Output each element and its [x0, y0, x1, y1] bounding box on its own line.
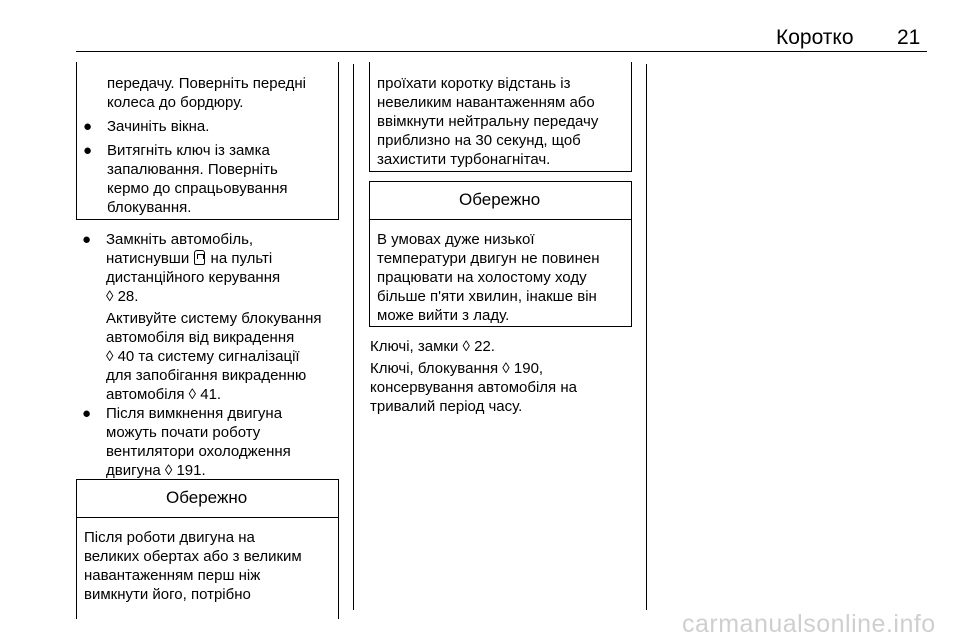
fans-text-line: Після вимкнення двигуна	[106, 405, 283, 422]
box-text-line: захистити турбонагнітач.	[377, 151, 551, 168]
caution-text-line: великих обертах або з великим	[84, 548, 302, 565]
caution-text-line: вимкнути його, потрібно	[84, 586, 251, 603]
activate-text-line: автомобіля ◊ 41.	[106, 386, 222, 403]
activate-text-line: Активуйте систему блокування	[106, 310, 322, 327]
caution-text-line: навантаженням перш ніж	[84, 567, 261, 584]
caution-title: Обережно	[459, 190, 541, 209]
box-text-line: приблизно на 30 секунд, щоб	[377, 132, 581, 149]
box-bullet-text: Зачиніть вікна.	[107, 118, 210, 135]
box-bullet-text: кермо до спрацьовування	[107, 180, 288, 197]
box-text-line: невеликим навантаженням або	[377, 94, 595, 111]
continued-caution-box	[369, 62, 632, 172]
activate-text-line: ◊ 40 та систему сигналізації	[106, 348, 300, 365]
lock-text-line: Замкніть автомобіль,	[106, 231, 254, 248]
reference-line: Ключі, блокування ◊ 190,	[370, 360, 544, 377]
lock-text-line: ◊ 28.	[106, 288, 139, 305]
lock-text-pre: натиснувши	[106, 250, 194, 267]
caution-box	[369, 181, 632, 327]
reference-line: Ключі, замки ◊ 22.	[370, 338, 495, 355]
continued-caution-box	[76, 62, 339, 220]
page-number: 21	[897, 26, 921, 49]
watermark-text: carmanualsonline.info	[682, 610, 936, 638]
box-bullet-text: запалювання. Поверніть	[107, 161, 278, 178]
caution-title: Обережно	[166, 488, 248, 507]
lock-text-line	[106, 249, 272, 268]
box-bullet-text: блокування.	[107, 199, 192, 216]
activate-text-line: автомобіля від викрадення	[106, 329, 295, 346]
caution-text-line: працювати на холостому ходу	[377, 269, 587, 286]
caution-text-line: може вийти з ладу.	[377, 307, 510, 324]
caution-text-line: більше п'яти хвилин, інакше він	[377, 288, 597, 305]
column-divider-right	[646, 64, 647, 610]
reference-line: консервування автомобіля на	[370, 379, 577, 396]
bullet-icon: ●	[82, 231, 92, 248]
caution-separator	[77, 517, 338, 518]
reference-line: тривалий період часу.	[370, 398, 523, 415]
caution-separator	[370, 219, 631, 220]
caution-text-line: Після роботи двигуна на	[84, 529, 255, 546]
box-bullet-text: Витягніть ключ із замка	[107, 142, 270, 159]
remote-lock-button-icon	[194, 250, 205, 265]
fans-text-line: вентилятори охолодження	[106, 443, 291, 460]
activate-text-line: для запобігання викраденню	[106, 367, 307, 384]
bullet-icon: ●	[83, 118, 93, 135]
page-section-title: Коротко	[776, 26, 854, 49]
fans-text-line: двигуна ◊ 191.	[106, 462, 206, 479]
caution-text-line: В умовах дуже низької	[377, 231, 535, 248]
box-text-line: проїхати коротку відстань із	[377, 75, 571, 92]
lock-text-line: дистанційного керування	[106, 269, 281, 286]
bullet-icon: ●	[83, 142, 93, 159]
column-divider-left	[353, 64, 354, 610]
fans-text-line: можуть почати роботу	[106, 424, 261, 441]
caution-box	[76, 479, 339, 619]
box-text-line: колеса до бордюру.	[107, 94, 244, 111]
lock-text-post: на пульті	[206, 250, 273, 267]
caution-text-line: температури двигун не повинен	[377, 250, 600, 267]
box-text-line: передачу. Поверніть передні	[107, 75, 306, 92]
bullet-icon: ●	[82, 405, 92, 422]
box-text-line: ввімкнути нейтральну передачу	[377, 113, 599, 130]
header-rule	[76, 51, 927, 52]
